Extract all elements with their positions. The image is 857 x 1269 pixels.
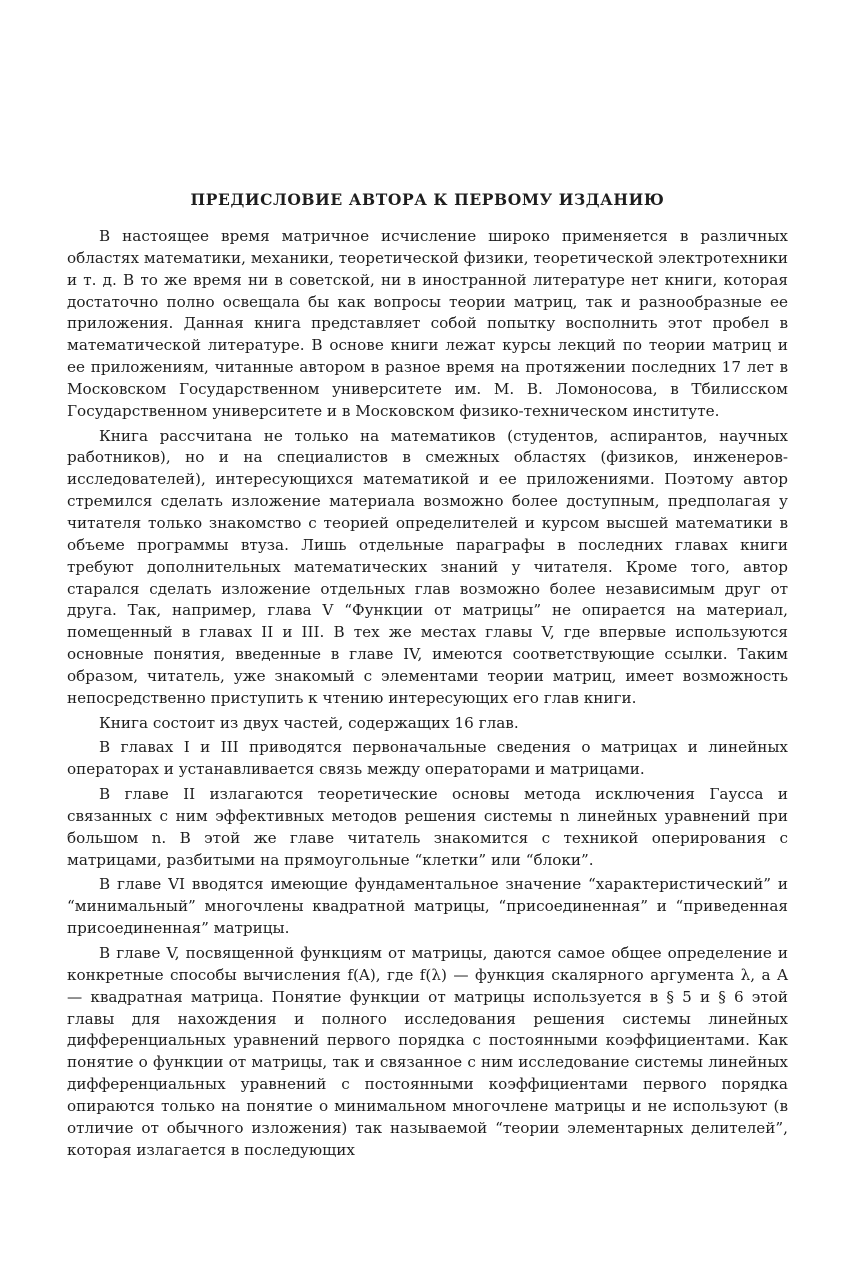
page-title: ПРЕДИСЛОВИЕ АВТОРА К ПЕРВОМУ ИЗДАНИЮ bbox=[190, 190, 665, 209]
paragraph: В главе II излагаются теоретические основы метода исключения Гаусса и связанных с ним эффективных методов решения системы n линейных уравнений при большом n. В этой же главе читатель знакомится с техникой оперирования с матрицами, разбитыми на прямоугольные “клетки” или “блоки”. bbox=[67, 785, 788, 869]
document-page bbox=[67, 189, 788, 1161]
paragraph: Книга состоит из двух частей, содержащих 16 глав. bbox=[99, 713, 519, 732]
paragraph: Книга рассчитана не только на математиков (студентов, аспирантов, научных работников), но и на специалистов в смежных областях (физиков, инженеров-исследователей), интересующихся математикой и ее приложениями. Поэтому автор стремился сделать изложение материала возможно более доступным, предполагая у читателя только знакомство с теорией определителей и курсом высшей математики в объеме программы втуза. Лишь отдельные параграфы в последних главах книги требуют дополнительных математических знаний у читателя. Кроме того, автор старался сделать изложение отдельных глав возможно более независимым друг от друга. Так, например, глава V “Функции от матрицы” не опирается на материал, помещенный в главах II и III. В тех же местах главы V, где впервые используются основные понятия, введенные в главе IV, имеются соответствующие ссылки. Таким образом, читатель, уже знакомый с элементами теории матриц, имеет возможность непосредственно приступить к чтению интересующих его глав книги. bbox=[67, 426, 788, 707]
paragraph: В главах I и III приводятся первоначальные сведения о матрицах и линейных операторах и устанавливается связь между операторами и матрицами. bbox=[67, 738, 788, 779]
paragraph: В главе VI вводятся имеющие фундаментальное значение “характеристический” и “минимальный” многочлены квадратной матрицы, “присоединенная” и “приведенная присоединенная” матрицы. bbox=[67, 875, 788, 938]
paragraph: В настоящее время матричное исчисление широко применяется в различных областях математики, механики, теоретической физики, теоретической электротехники и т. д. В то же время ни в советской, ни в иностранной литературе нет книги, которая достаточно полно освещала бы как вопросы теории матриц, так и разнообразные ее приложения. Данная книга представляет собой попытку восполнить этот пробел в математической литературе. В основе книги лежат курсы лекций по теории матриц и ее приложениям, читанные автором в разное время на протяжении последних 17 лет в Московском Государственном университете им. М. В. Ломоносова, в Тбилисском Государственном университете и в Московском физико-техническом институте. bbox=[67, 227, 788, 420]
paragraph: В главе V, посвященной функциям от матрицы, даются самое общее определение и конкретные способы вычисления f(A), где f(λ) — функция скалярного аргумента λ, а A — квадратная матрица. Понятие функции от матрицы используется в § 5 и § 6 этой главы для нахождения и полного исследования решения системы линейных дифференциальных уравнений первого порядка с постоянными коэффициентами. Как понятие о функции от матрицы, так и связанное с ним исследование системы линейных дифференциальных уравнений с постоянными коэффициентами первого порядка опираются только на понятие о минимальном многочлене матрицы и не используют (в отличие от обычного изложения) так называемой “теории элементарных делителей”, которая излагается в последующих bbox=[67, 944, 788, 1159]
